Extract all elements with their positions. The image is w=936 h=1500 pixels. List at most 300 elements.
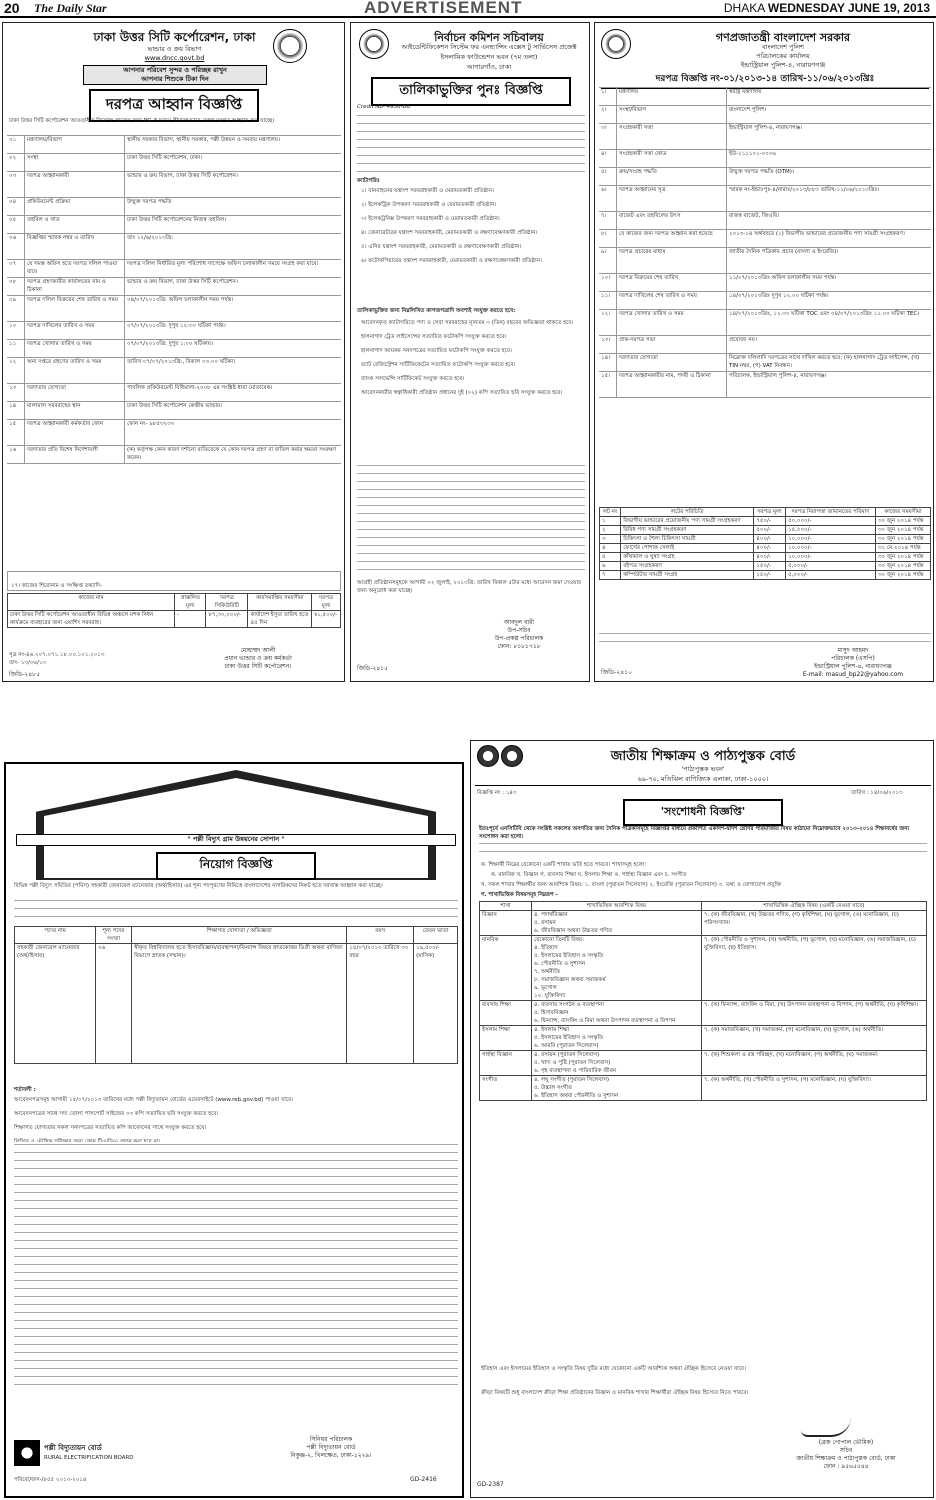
ad1-row-key: যে সমস্ত অফিস হতে দরপত্র দলিল পাওয়া যাবে bbox=[25, 260, 125, 277]
ad1-row-value: ভান্ডার ও ক্রয় বিভাগ, ঢাকা উত্তর সিটি কর্পোরেশন। bbox=[127, 173, 238, 179]
ad3-row-key: দরদাতার যোগ্যতা bbox=[617, 354, 727, 371]
ad1-table-cell: কার্যাদেশ ইস্যুর তারিখ হতে ৪৫ দিন bbox=[248, 611, 312, 628]
ad1-row-number: ০৭ bbox=[7, 260, 25, 277]
ad3-lots-table bbox=[599, 507, 931, 580]
ad1-sign-role: প্রধান ভান্ডার ও ক্রয় কর্মকর্তা bbox=[224, 655, 292, 662]
ad3-row-value: স্মারক নং-ইন্ডাঃপুঃ-৪/নারাঃ/২০১৩/৮৮৩ তারিখ-১১/০৬/২০১৩খ্রিঃ। bbox=[729, 187, 880, 193]
ad3-row-key: দরপত্র বিক্রয়ের শেষ তারিখ bbox=[617, 274, 727, 291]
ad5-title-wrap bbox=[623, 799, 783, 826]
ad5-sign-name: (ব্রজ গোপাল ভৌমিক) bbox=[818, 1439, 874, 1446]
police-tender-ad bbox=[594, 22, 934, 682]
ad3-lots-cell: ১০,০০০/- bbox=[785, 535, 875, 544]
ad3-lots-cell: ৩০ জুন ২০১৪ পর্যন্ত bbox=[875, 553, 930, 562]
ad1-extra-row bbox=[7, 571, 341, 591]
ad4-table-header-cell: পদের নাম bbox=[15, 927, 96, 944]
ad5-table-row bbox=[480, 936, 927, 1001]
ad1-row-number: ০৪ bbox=[7, 198, 25, 215]
ad1-signature bbox=[173, 647, 343, 671]
ad3-row-number: ৬। bbox=[599, 186, 617, 211]
ad3-lots-cell: ৭৫০/- bbox=[754, 517, 786, 526]
ad1-row-number: ১০ bbox=[7, 322, 25, 339]
ad5-table-cell: ইসলাম শিক্ষা bbox=[480, 1026, 532, 1051]
ad3-lots-cell: চিকিৎসা ও শৈল্য চিকিৎসা সামগ্রী bbox=[621, 535, 754, 544]
ad1-table-row bbox=[8, 611, 341, 628]
ad1-row-number: ০৫ bbox=[7, 216, 25, 233]
ad1-table-cell: ৮৭,৩০,০০০/- bbox=[206, 611, 248, 628]
ad3-row-number: ৭। bbox=[599, 212, 617, 229]
ad1-row bbox=[7, 216, 341, 234]
ad5-table-row bbox=[480, 1076, 927, 1101]
ad3-row-key: প্রাক-দরপত্র সভা bbox=[617, 336, 727, 353]
ad3-rows bbox=[599, 87, 931, 398]
ad3-row bbox=[599, 124, 931, 150]
ad4-table-header-cell: শিক্ষাগত যোগ্যতা / অভিজ্ঞতা bbox=[132, 927, 347, 944]
ad4-code: GD-2416 bbox=[410, 1476, 437, 1483]
ad2-title: তালিকাভুক্তির পুনঃ বিজ্ঞপ্তি bbox=[371, 77, 571, 106]
ad5-point-kh: খ. সকল শাখার শিক্ষার্থীর জন্য আবশ্যিক বিষয়: ১. বাংলা (পুরাতন সিলেবাস) ২. ইংরেজি (পুরাতন সিলেবাস) ৩. তথ্য ও যোগাযোগ প্রযুক্তি bbox=[481, 882, 782, 888]
ad1-website: www.dncc.govt.bd bbox=[144, 54, 205, 62]
ad1-dept: ভান্ডার ও ক্রয় বিভাগ bbox=[147, 45, 202, 53]
ad3-row-key: দরপত্র প্রচারের মাধ্যম bbox=[617, 248, 727, 273]
ad3-lots-cell: ১৫০/- bbox=[754, 571, 786, 580]
ad1-row-key: দরপত্র গ্রহণকারীর কার্যালয়ের নাম ও ঠিকানা bbox=[25, 278, 125, 295]
ad2-document-item: হালনাগাদ ট্রেড লাইসেন্সের সত্যায়িত ফটোকপি সংযুক্ত করতে হবে। bbox=[361, 334, 507, 340]
ad3-row bbox=[599, 168, 931, 186]
ad1-row-number: ০৯ bbox=[7, 296, 25, 321]
ad2-sign-role-2: উপ-প্রকল্প পরিচালক bbox=[494, 635, 544, 642]
ec-logo-icon bbox=[359, 29, 389, 59]
ad1-row-key: মালামাল সরবরাহের স্থান bbox=[25, 402, 125, 419]
ad4-ref: পবিবো/জস-/৮৫৫ ২০১৩-২০১৪ bbox=[14, 1477, 87, 1483]
ad4-table-cell: ০৬ bbox=[96, 944, 132, 1064]
ad5-table-cell: ৪. লঘু সংগীত (পুরাতন সিলেবাস) ৫. উচ্চাঙ্গ সংগীত ৬. ইতিহাস অথবা পৌরনীতি ও সুশাসন bbox=[532, 1076, 702, 1101]
ad1-row bbox=[7, 402, 341, 420]
ad2-more-requirements bbox=[357, 463, 585, 573]
ad1-row bbox=[7, 154, 341, 172]
ad5-table-cell: ৭. (ক) সমাজবিজ্ঞান, (খ) সমাজকর্ম, (গ) মনোবিজ্ঞান, (ঘ) ভূগোল, (ঙ) অর্থনীতি। bbox=[702, 1026, 927, 1051]
reb-job-ad bbox=[4, 762, 464, 1498]
ad4-table-head bbox=[15, 927, 458, 944]
ad4-title-wrap bbox=[156, 852, 316, 880]
ad1-date: তাং- ১৩/০৬/১৩ bbox=[9, 660, 46, 666]
ad3-row-number: ১। bbox=[599, 88, 617, 105]
ad5-sub1: 'পাঠ্যপুস্তক ভবন' bbox=[681, 765, 725, 773]
ad1-row bbox=[7, 340, 341, 358]
ad2-category-item: ১। যানবাহনের যন্ত্রাংশ সরবরাহকারী ও মেরামতকারী প্রতিষ্ঠান। bbox=[361, 188, 495, 194]
ad1-row-key: অন্য দপ্তরে গ্রহণের তারিখ ও সময় bbox=[25, 358, 125, 383]
ad5-sign-org: জাতীয় শিক্ষাক্রম ও পাঠ্যপুস্তক বোর্ড, ঢাকা bbox=[796, 1455, 896, 1462]
ad1-row bbox=[7, 358, 341, 384]
ad2-document-list bbox=[361, 319, 585, 403]
ad4-intro: বিভিন্ন পল্লী বিদ্যুৎ সমিতির (পবিস) সহকারী জেনারেল ম্যানেজার (অর্থ/হিসাব) এর শূন্য পদপূরণের নিমিত্তে বাংলাদেশের নাগরিকদের নিকট হতে দরখাস্ত আহ্বান করা যাচ্ছে। bbox=[14, 883, 383, 889]
tagline-box bbox=[16, 834, 456, 846]
ad5-note-1: ইতিহাস এবং ইসলামের ইতিহাস ও সংস্কৃতি বিষয় দুটির মধ্যে যেকোনো একটি আবশ্যিক অথবা ঐচ্ছিক হিসেবে নেওয়া যাবে। bbox=[481, 1366, 746, 1372]
ad3-lots-header-cell: লট নং bbox=[600, 508, 621, 517]
ad1-row-value: তারিখ ০৭/০৭/২০১৩খ্রি:, বিকাল ০৩.০০ ঘটিকা। bbox=[127, 359, 236, 365]
ad3-row bbox=[599, 274, 931, 292]
ad1-row bbox=[7, 384, 341, 402]
ad3-lots-cell: বিভাগীয় ভান্ডারের প্রয়োজনীয় পণ্য সামগ্রী সংগ্রহকরণ bbox=[621, 517, 754, 526]
ad3-lots-row bbox=[600, 571, 931, 580]
ad1-intro: ঢাকা উত্তর সিটি কর্পোরেশন আওতাধীন নিম্নোক্ত কাজের জন্য PG-3 ফরমে সীমাবদ্ধভাবে যোগ্য দরপত্র আহ্বান করা যাচ্ছে। bbox=[9, 118, 275, 124]
ad1-rows bbox=[7, 135, 341, 464]
ad2-code: জিডি-২৪১৫ bbox=[357, 665, 388, 672]
ad2-category-item: ২। ইলেকট্রিক উপকরণ সরবরাহকারী ও মেরামতকারী প্রতিষ্ঠান। bbox=[361, 202, 497, 208]
ad1-slogan-box bbox=[83, 65, 267, 85]
dncc-tender-ad bbox=[2, 22, 345, 682]
ad4-board-bn: পল্লী বিদ্যুতায়ন বোর্ড bbox=[44, 1444, 102, 1452]
ad1-table-head bbox=[8, 594, 341, 611]
police-logo-icon bbox=[601, 29, 631, 59]
ad1-row-number: ০১ bbox=[7, 136, 25, 153]
ad2-sign-name: আবদুল বারী bbox=[504, 619, 534, 626]
ad1-row-key: দরপত্র খোলার তারিখ ও সময় bbox=[25, 340, 125, 357]
ad3-lots-cell: ৪০০/- bbox=[754, 544, 786, 553]
page-number: 20 bbox=[4, 0, 20, 16]
ad3-lots-cell: ৪০০/- bbox=[754, 553, 786, 562]
ad4-intro-more bbox=[14, 898, 458, 922]
ad1-row-value: ঢাকা উত্তর সিটি কর্পোরেশন কেন্দ্রীয় ভান্ডার। bbox=[127, 403, 223, 409]
ad3-lots-cell: ৩০ জুন ২০১৪ পর্যন্ত bbox=[875, 562, 930, 571]
ad3-lots-cell: ৩০ জুন ২০১৪ পর্যন্ত bbox=[875, 517, 930, 526]
dateline bbox=[724, 1, 930, 15]
ad1-ref: সূত্র নং-৪৬.২০৭.০৭১.১৮.০০.১০১.২০১৩ bbox=[9, 652, 105, 658]
ad1-row-value: ঢাকা উত্তর সিটি কর্পোরেশনের নিজস্ব তহবিল। bbox=[127, 217, 227, 223]
ad4-table-header-cell: শূন্য পদের সংখ্যা bbox=[96, 927, 132, 944]
ad3-row-value: ১১/০৭/২০১৩খ্রিঃ অফিস চলাকালীন সময় পর্যন্ত। bbox=[729, 275, 837, 281]
ad3-lots-cell: ১৫০/- bbox=[754, 562, 786, 571]
ad3-email: E-mail: masud_bp22@yahoo.com bbox=[802, 671, 904, 678]
ad3-row-value: পরিচালক, ইন্ডাস্ট্রিয়াল পুলিশ-৪, নারায়ণগঞ্জ। bbox=[729, 373, 827, 379]
ad1-sign-name: মোহাম্মদ আলী bbox=[240, 647, 276, 654]
ad5-table-cell: ৭. (ক) পৌরনীতি ও সুশাসন, (খ) অর্থনীতি, (গ) ভূগোল, (ঘ) মনোবিজ্ঞান, (ঙ) সমাজবিজ্ঞান, (চ) যুক্তিবিদ্যা, (ছ) ইতিহাস। bbox=[702, 936, 927, 1001]
ad3-lots-cell: ১০,০০০/- bbox=[785, 553, 875, 562]
ad3-lots-cell: কাঁথামাল ও ঘুষ্যা সংগ্রহ bbox=[621, 553, 754, 562]
ad5-signature-mark bbox=[801, 1417, 851, 1437]
ad4-sign-role: সিনিয়র পরিচালক bbox=[309, 1436, 353, 1443]
ad5-notice-no: বিজ্ঞপ্তি নং : ১৪৩ bbox=[477, 790, 517, 796]
ad1-table-header-cell: দরপত্র সিকিউরিটি bbox=[206, 594, 248, 611]
ad3-row-number: ৪। bbox=[599, 150, 617, 167]
ad1-row-key: দরদাতার যোগ্যতা bbox=[25, 384, 125, 401]
ad1-row bbox=[7, 420, 341, 446]
ad3-lots-cell: ৭ bbox=[600, 571, 621, 580]
ad1-slogan-2: আপনার শিশুকে টিকা দিন bbox=[141, 75, 209, 83]
ad3-row-value: রাজস্ব বাজেট, জিওবি। bbox=[729, 213, 780, 219]
ad3-lots-row bbox=[600, 544, 931, 553]
ad5-sub2: ৬৯-৭০, মতিঝিল বাণিজ্যিক এলাকা, ঢাকা-১০০০। bbox=[637, 775, 769, 783]
ad1-row bbox=[7, 234, 341, 260]
ad3-lots-header-cell: দরপত্র নিরাপত্তা জামানতের পরিমাণ bbox=[785, 508, 875, 517]
ad3-row bbox=[599, 292, 931, 310]
ad1-sign-org: ঢাকা উত্তর সিটি কর্পোরেশন। bbox=[224, 663, 292, 670]
ad1-row bbox=[7, 278, 341, 296]
ad3-row-value: বাংলাদেশ পুলিশ। bbox=[729, 107, 767, 113]
ad3-row bbox=[599, 230, 931, 248]
reb-logo-icon bbox=[14, 1440, 40, 1466]
ad2-signature bbox=[451, 619, 587, 651]
ad3-row-value: ১৪/০৭/২০১৩খ্রিঃ দুপুর ১২.০০ ঘটিকা পর্যন্ত। bbox=[729, 293, 829, 299]
ad1-row-number: ১৫ bbox=[7, 420, 25, 445]
ad3-lots-cell: ৩১ মে ২০১৪ পর্যন্ত bbox=[875, 544, 930, 553]
ad1-row-key: দরপত্র দাখিলের তারিখ ও সময় bbox=[25, 322, 125, 339]
ad3-lots-row bbox=[600, 553, 931, 562]
ad1-table-cell: ঢাকা উত্তর সিটি কর্পোরেশন আওতাধীন বিভিন্ন অঞ্চলে মশক নিধন কার্যক্রমে ব্যবহারের জন্য ওয়াশিং সরবরাহ। bbox=[8, 611, 175, 628]
ad1-row bbox=[7, 136, 341, 154]
ad1-row-key: তহবিল ও খাত bbox=[25, 216, 125, 233]
ad4-table-cell: স্বীকৃত বিশ্ববিদ্যালয় হতে হিসাববিজ্ঞান/ব্যবস্থাপনা/ফিন্যান্স বিষয়ে স্নাতকোত্তর ডিগ্রী অথবা বাণিজ্য বিভাগে স্নাতক (সম্মান)। bbox=[132, 944, 347, 1064]
ad3-row-number: ২। bbox=[599, 106, 617, 123]
ad5-table-row bbox=[480, 1001, 927, 1026]
ad5-point-g: গ. শাখাভিত্তিক বিষয়সমূহ নিম্নরূপ - bbox=[481, 892, 558, 898]
ad3-row-value: ২০১৩-১৪ অর্থবছরে (১) বিভাগীয় ভান্ডারের প্রয়োজনীয় পণ্য সামগ্রী সংগ্রহকরণ। bbox=[729, 231, 905, 237]
ad2-sub2: ইসলামিক ফাউন্ডেশন ভবন (৭ম তলা) bbox=[440, 53, 538, 61]
ad1-table-cell: - bbox=[175, 611, 206, 628]
ad2-credit: Credit No- 4938-BD bbox=[357, 104, 411, 110]
ad3-row bbox=[599, 106, 931, 124]
ad3-row-number: ১৩। bbox=[599, 336, 617, 353]
ad4-tagline: " পল্লী বিদ্যুৎ গ্রাম উন্নয়নের সোপান " bbox=[187, 835, 285, 843]
ad3-row-key: সংগ্রহকারী সত্তা কোড bbox=[617, 150, 727, 167]
ad3-lots-cell: ৪ bbox=[600, 544, 621, 553]
ad1-row-number: ১৪ bbox=[7, 402, 25, 419]
ad5-title: 'সংশোধনী বিজ্ঞপ্তি' bbox=[623, 799, 783, 826]
ad2-category-list bbox=[361, 187, 585, 271]
ad3-row-value: প্রযোজ্য নয়। bbox=[729, 337, 757, 343]
ad3-row-number: ১২। bbox=[599, 310, 617, 335]
ad3-lots-head bbox=[600, 508, 931, 517]
ad3-lots-cell: ৫০,০০০/- bbox=[785, 517, 875, 526]
ad1-title: দরপত্র আহ্বান বিজ্ঞপ্তি bbox=[89, 89, 259, 122]
dateline-date: WEDNESDAY JUNE 19, 2013 bbox=[767, 1, 930, 15]
ad5-intro-more bbox=[479, 841, 927, 859]
ad4-table-header-cell: বেতন ভাতা bbox=[414, 927, 458, 944]
ad1-row-value: ০৭/০৭/২০১৩খ্রি: দুপুর ১:০০ ঘটিকায়। bbox=[127, 341, 213, 347]
ad5-table-cell: মানবিক bbox=[480, 936, 532, 1001]
ad5-table-row bbox=[480, 1026, 927, 1051]
ad1-row-key: দরদাতার প্রতি বিশেষ নির্দেশাবলী bbox=[25, 446, 125, 463]
ad5-table-cell: ৭. (ক) অর্থনীতি, (খ) পৌরনীতি ও সুশাসন, (গ) মনোবিজ্ঞান, (ঘ) যুক্তিবিদ্যা। bbox=[702, 1076, 927, 1101]
ad5-note-2: ক্রীড়া বিষয়টি শুধু বাংলাদেশ ক্রীড়া শিক্ষা প্রতিষ্ঠানের বিজ্ঞান ও মানবিক শাখার শিক্ষার্থীরা ঐচ্ছিক বিষয় হিসেবে নিতে পারবে। bbox=[481, 1390, 749, 1396]
ad3-lots-cell: ৩০ জুন ২০১৪ পর্যন্ত bbox=[875, 526, 930, 535]
ad3-row-value: জাতীয় দৈনিক পত্রিকায় প্রচার (বাংলা ও ইংরেজি)। bbox=[729, 249, 839, 255]
ad1-code: জিডি-২৪৮৫ bbox=[9, 671, 40, 678]
ad3-row-number: ৩। bbox=[599, 124, 617, 149]
ad2-category-item: ৩। ইলেকট্রনিক্স উপকরণ সরবরাহকারী ও মেরামতকারী প্রতিষ্ঠান। bbox=[361, 216, 500, 222]
ad1-row-number: ০২ bbox=[7, 154, 25, 171]
ad1-row bbox=[7, 296, 341, 322]
ad1-row-number: ১৩ bbox=[7, 384, 25, 401]
ad3-row-number: ১৫। bbox=[599, 372, 617, 397]
ad5-table-header-cell: শাখাভিত্তিক ঐচ্ছিক বিষয় (একটি নেওয়া যাবে) bbox=[702, 902, 927, 911]
ad3-lots-cell: ৫,০০০/- bbox=[785, 571, 875, 580]
ad3-row bbox=[599, 336, 931, 354]
ad3-lots-cell: ৫০০/- bbox=[754, 526, 786, 535]
ad3-lots-cell: ১০,০০০/- bbox=[785, 544, 875, 553]
ad2-document-item: হালনাগাদ আয়কর সনদপত্রের সত্যায়িত ফটোকপি সংযুক্ত করতে হবে। bbox=[361, 348, 512, 354]
ad3-row-number: ৮। bbox=[599, 230, 617, 247]
ad3-lots-cell: ফোর্সের পোশাক সেলাই bbox=[621, 544, 754, 553]
ad3-lots-cell: ৩০ জুন ২০১৪ পর্যন্ত bbox=[875, 535, 930, 544]
ad5-table-head bbox=[480, 902, 927, 911]
paper-name: The Daily Star bbox=[34, 1, 107, 15]
ad4-term-item: আবেদনপত্রসমূহ আগামী ১৫/০৭/২০১৩ তারিখের মধ্যে পল্লী বিদ্যুতায়ন বোর্ডের ওয়েবসাইটে (www.reb.gov.bd) পাওয়া যাবে। bbox=[14, 1097, 294, 1103]
ad2-sign-role-1: উপ-সচিব bbox=[507, 627, 531, 634]
ad3-row bbox=[599, 212, 931, 230]
ad5-table-cell: বিজ্ঞান bbox=[480, 911, 532, 936]
ad5-code: GD-2387 bbox=[477, 1481, 504, 1488]
ad2-sub3: আগারগাঁও, ঢাকা bbox=[466, 63, 512, 71]
ad2-intro-text bbox=[357, 113, 585, 173]
ad3-lots-cell: বিবিধ পণ্য সামগ্রী সংগ্রহকরণ bbox=[621, 526, 754, 535]
ad5-signature bbox=[761, 1439, 931, 1471]
ad3-row bbox=[599, 310, 931, 336]
ad1-row-value: ০৭/০৭/২০১৩খ্রি: দুপুর ১২:৩০ ঘটিকা পর্যন্ত। bbox=[127, 323, 226, 329]
ad5-subjects-table bbox=[479, 901, 927, 1101]
ad5-subjects bbox=[479, 901, 927, 1101]
ad1-row-key: সংস্থা bbox=[25, 154, 125, 171]
ad3-row-value: উন্মুক্ত দরপত্র পদ্ধতি (OTM)। bbox=[729, 169, 795, 175]
ad3-row-number: ৫। bbox=[599, 168, 617, 185]
ad1-row-value: দরপত্র দলিল নির্ধারিত মূল্য পরিশোধ সাপেক্ষে অফিস চলাকালীন সময়ে সংগ্রহ করা যাবে। bbox=[127, 261, 319, 267]
ad3-row bbox=[599, 186, 931, 212]
masthead bbox=[0, 0, 936, 18]
ad4-job-table bbox=[14, 926, 458, 1064]
ad5-sign-role: সচিব bbox=[839, 1447, 853, 1454]
ad3-lots-cell: কম্পিউটার সামগ্রী সংগ্রহ bbox=[621, 571, 754, 580]
ad3-row-key: যে কাজের জন্য দরপত্র আহ্বান করা হয়েছে bbox=[617, 230, 727, 247]
ad4-table-cell: ১৫/০৭/২০১৩ তারিখে ৩০ বছর bbox=[347, 944, 414, 1064]
ad1-table-header-cell: কার্যসমাপ্তির সময়সীমা bbox=[248, 594, 312, 611]
ad3-row-key: বাজেট এবং তহবিলের উৎস bbox=[617, 212, 727, 229]
ad3-lots-cell: ৩ bbox=[600, 535, 621, 544]
ad1-extra-row-label: ১৭। কাজের শিরোনাম ও সংক্ষিপ্ত তথ্যাদি- bbox=[11, 583, 102, 589]
ad4-term-item: আবেদনপত্রের সাথে সদ্য তোলা পাসপোর্ট সাইজের ০৩ কপি সত্যায়িত ছবি সংযুক্ত করতে হবে। bbox=[14, 1111, 219, 1117]
ad3-row-key: দরপত্র আহ্বানের সূত্র bbox=[617, 186, 727, 211]
ad5-table-cell: ৪. ব্যবসায় সংগঠন ও ব্যবস্থাপনা ৫. হিসাববিজ্ঞান ৬. ফিন্যান্স, ব্যাংকিং ও বিমা অথবা উৎপাদন ব্যবস্থাপনা ও বিপণন bbox=[532, 1001, 702, 1026]
ad3-sub2: পরিচালকের কার্যালয় bbox=[756, 52, 810, 60]
ad3-lots-cell: ৩০ জুন ২০১৪ পর্যন্ত bbox=[875, 571, 930, 580]
ad5-intro: ইতঃপূর্বে এনসিটিবি থেকে সংশ্লিষ্ট সকলের অবগতির জন্য দৈনিক পত্রিকাসমূহে বিজ্ঞপ্তির মাধ্যমে প্রকাশিত একাদশ-দ্বাদশ শ্রেণির পরিমার্জিত বিষয় কাঠামো নিম্নোক্তভাবে ২০১৩-২০১৪ শিক্ষাবর্ষের জন্য সংশোধন করা হলো। bbox=[479, 826, 910, 840]
ad1-table-header-cell: দরপত্র মূল্য bbox=[312, 594, 341, 611]
ad1-row-key: বিজ্ঞপ্তির স্মারক নম্বর ও তারিখ bbox=[25, 234, 125, 259]
ad1-row-value: স্থানীয় সরকার বিভাগ, স্থানীয় সরকার, পল্লী উন্নয়ন ও সমবায় মন্ত্রণালয়। bbox=[127, 137, 280, 143]
ad3-row bbox=[599, 354, 931, 372]
ad3-row-value: স্বরাষ্ট্র মন্ত্রণালয় bbox=[729, 89, 762, 95]
ad3-lots-cell: ১৫,০০০/- bbox=[785, 526, 875, 535]
ad4-term-item: শিক্ষাগত যোগ্যতার সকল সনদপত্রের সত্যায়িত কপি আবেদনের সাথে সংযুক্ত করতে হবে। bbox=[14, 1125, 207, 1131]
ad3-lots-cell: ৫,০০০/- bbox=[785, 562, 875, 571]
ad2-sub1: আইডেন্টিফিকেশন সিস্টেম ফর এনহ্যান্সিং এক্সেস টু সার্ভিসেস প্রজেক্ট bbox=[401, 43, 577, 51]
ad1-row-value: (ক) কর্তৃপক্ষ কোন কারণ দর্শানো ব্যতিরেকে যে কোন দরপত্র গ্রহণ বা বাতিল করার ক্ষমতা সংরক্ষণ করেন। bbox=[127, 447, 337, 461]
section-title: ADVERTISEMENT bbox=[364, 0, 523, 17]
ad1-row bbox=[7, 198, 341, 216]
ad2-document-item: ভ্যাট রেজিস্ট্রেশন সার্টিফিকেটের সত্যায়িত ফটোকপি সংযুক্ত করতে হবে। bbox=[361, 362, 516, 368]
ad2-document-item: ব্যাংক সলভেন্সি সার্টিফিকেট সংযুক্ত করতে হবে। bbox=[361, 376, 465, 382]
ad1-table-header-cell: কাজের নাম bbox=[8, 594, 175, 611]
dateline-city: DHAKA bbox=[723, 1, 765, 15]
ad4-terms-more bbox=[14, 1142, 458, 1392]
ad3-row bbox=[599, 150, 931, 168]
ad5-table-cell: ৭. (ক) জীববিজ্ঞান, (খ) উচ্চতর গণিত, (গ) কৃষিশিক্ষা, (ঘ) ভূগোল, (ঙ) মনোবিজ্ঞান, (চ) পরিসংখ্যান। bbox=[702, 911, 927, 936]
ad1-row-number: ১২ bbox=[7, 358, 25, 383]
ad1-row-number: ১১ bbox=[7, 340, 25, 357]
ad5-table-cell: ৪. রসায়ন (পুরাতন সিলেবাস) ৫. খাদ্য ও পুষ্টি (পুরাতন সিলেবাস) ৬. গৃহ ব্যবস্থাপনা ও পারিবারিক জীবন bbox=[532, 1051, 702, 1076]
ad3-row-key: দরপত্র খোলার তারিখ ও সময় bbox=[617, 310, 727, 335]
ad1-row bbox=[7, 172, 341, 198]
ad1-row bbox=[7, 446, 341, 464]
ad1-row-number: ১৬ bbox=[7, 446, 25, 463]
ad3-lots-cell: ১ bbox=[600, 517, 621, 526]
ad5-table-cell: ব্যবসায় শিক্ষা bbox=[480, 1001, 532, 1026]
ad3-lots-row bbox=[600, 526, 931, 535]
ad3-row-number: ১০। bbox=[599, 274, 617, 291]
ad4-title: নিয়োগ বিজ্ঞপ্তি bbox=[156, 852, 316, 880]
ad3-sign-name: মাসুদ আহমদ bbox=[837, 647, 869, 654]
ad1-row-number: ০৩ bbox=[7, 172, 25, 197]
ad1-table-cell: ৳১,৫০০/- bbox=[312, 611, 341, 628]
ad1-row bbox=[7, 260, 341, 278]
ec-enlistment-ad bbox=[350, 22, 590, 682]
ad4-table-header-cell: বয়স bbox=[347, 927, 414, 944]
ad1-row-value: ঢাকা উত্তর সিটি কর্পোরেশন, ঢাকা। bbox=[127, 155, 203, 161]
ad3-row-key: দরপত্র দাখিলের শেষ তারিখ ও সময় bbox=[617, 292, 727, 309]
ad3-sign-org: ইন্ডাস্ট্রিয়াল পুলিশ-৪, নারায়ণগঞ্জ bbox=[814, 663, 892, 670]
ad3-row bbox=[599, 372, 931, 398]
ad4-board-en: RURAL ELECTRIFICATION BOARD bbox=[44, 1455, 134, 1461]
ad3-row-number: ১১। bbox=[599, 292, 617, 309]
ad4-table-cell: সহকারী জেনারেল ম্যানেজার (অর্থ/হিসাব) bbox=[15, 944, 96, 1064]
ad3-row bbox=[599, 88, 931, 106]
ad1-row-number: ০৬ bbox=[7, 234, 25, 259]
ad3-lots-header-cell: দরপত্র মূল্য bbox=[754, 508, 786, 517]
ad5-table-cell: ৭. (ক) ফিন্যান্স, ব্যাংকিং ও বিমা, (খ) উৎপাদন ব্যবস্থাপনা ও বিপণন, (গ) অর্থনীতি, (ঘ) কৃষিশিক্ষা। bbox=[702, 1001, 927, 1026]
ad4-sign-addr: নিকুঞ্জ-২, খিলক্ষেত, ঢাকা-১২২৯। bbox=[290, 1452, 372, 1459]
ad1-row-value: ভান্ডার ও ক্রয় বিভাগ, ঢাকা উত্তর সিটি কর্পোরেশন। bbox=[127, 279, 238, 285]
ad3-org: গণপ্রজাতন্ত্রী বাংলাদেশ সরকার bbox=[715, 31, 851, 44]
ad3-lots bbox=[599, 507, 931, 580]
ad2-category-item: ৬। ফটোকপিয়ারের যন্ত্রাংশ সরবরাহকারী, মেরামতকারী ও রক্ষণাবেক্ষণকারী প্রতিষ্ঠান। bbox=[361, 258, 542, 264]
ad1-row-key: প্রকিউরমেন্ট প্রক্রিয়া bbox=[25, 198, 125, 215]
ad1-slogan-1: আপনার পরিবেশ সুন্দর ও পরিচ্ছন্ন রাখুন bbox=[123, 66, 227, 74]
ad3-sub1: বাংলাদেশ পুলিশ bbox=[762, 43, 804, 51]
ad3-row bbox=[599, 248, 931, 274]
ad1-row-value: ০৪/০৭/২০১৩খ্রি: অফিস চলাকালীন সময় পর্যন্ত। bbox=[127, 297, 234, 303]
ad5-org: জাতীয় শিক্ষাক্রম ও পাঠ্যপুস্তক বোর্ড bbox=[610, 749, 796, 764]
ad5-table-cell: সংগীত bbox=[480, 1076, 532, 1101]
ad2-category-item: ৪। জেনারেটরের যন্ত্রাংশ সরবরাহকারী, মেরামতকারী ও রক্ষণাবেক্ষণকারী প্রতিষ্ঠান। bbox=[361, 230, 538, 236]
ad3-row-value: নিম্নোক্ত দলিলাদি দরপত্রের সাথে দাখিল করতে হবে: (ক) হালনাগাদ ট্রেড লাইসেন্স, (খ) TIN নম্বর, (গ) VAT নিবন্ধন। bbox=[729, 355, 920, 369]
nctb-notice-ad bbox=[470, 740, 934, 1498]
ad5-table-cell: ৭. (ক) শিশুকলা ও বস্ত্র পরিচ্ছদ, (খ) মনোবিজ্ঞান, (গ) অর্থনীতি, (ঘ) সমাজকর্ম। bbox=[702, 1051, 927, 1076]
ad3-code: জিডি-২৪১০ bbox=[601, 669, 632, 676]
ad3-row-key: সংস্থা/বিভাগ bbox=[617, 106, 727, 123]
ad5-table-row bbox=[480, 1051, 927, 1076]
ad1-row-number: ০৮ bbox=[7, 278, 25, 295]
ad1-row-key: দরপত্র আহ্বানকারী কর্মকর্তার ফোন bbox=[25, 420, 125, 445]
ad3-lots-cell: ২ bbox=[600, 526, 621, 535]
ad5-point-k: ক. শিক্ষার্থী নিম্নের যেকোনো একটি শাখায় ভর্তি হতে পারবে। শাখাসমূহ হলো: bbox=[481, 862, 647, 868]
ad1-row-key: মন্ত্রণালয়/বিভাগ bbox=[25, 136, 125, 153]
ad3-row-number: ৯। bbox=[599, 248, 617, 273]
ad2-docs-head: তালিকাভুক্তির জন্য নিম্নলিখিত কাগজপত্রাদি অবশ্যই সংযুক্ত করতে হবে: bbox=[357, 308, 516, 314]
ad3-lots-cell: ৪০০/- bbox=[754, 535, 786, 544]
ad5-date: তারিখ : ১৪/০৬/২০১৩ bbox=[851, 790, 903, 796]
ad5-point-k2: ক. মানবিক খ. বিজ্ঞান গ. ব্যবসায় শিক্ষা ঘ. ইসলাম শিক্ষা ঙ. গার্হস্থ্য বিজ্ঞান এবং চ. সংগীত bbox=[491, 872, 687, 878]
ad3-lots-cell: বইপত্র সংগ্রহকরণ bbox=[621, 562, 754, 571]
ad1-row-key: দরপত্র আহ্বানকারী bbox=[25, 172, 125, 197]
ad3-row-value: ইন্ডাস্ট্রিয়াল পুলিশ-৪, নারায়ণগঞ্জ। bbox=[729, 125, 803, 131]
